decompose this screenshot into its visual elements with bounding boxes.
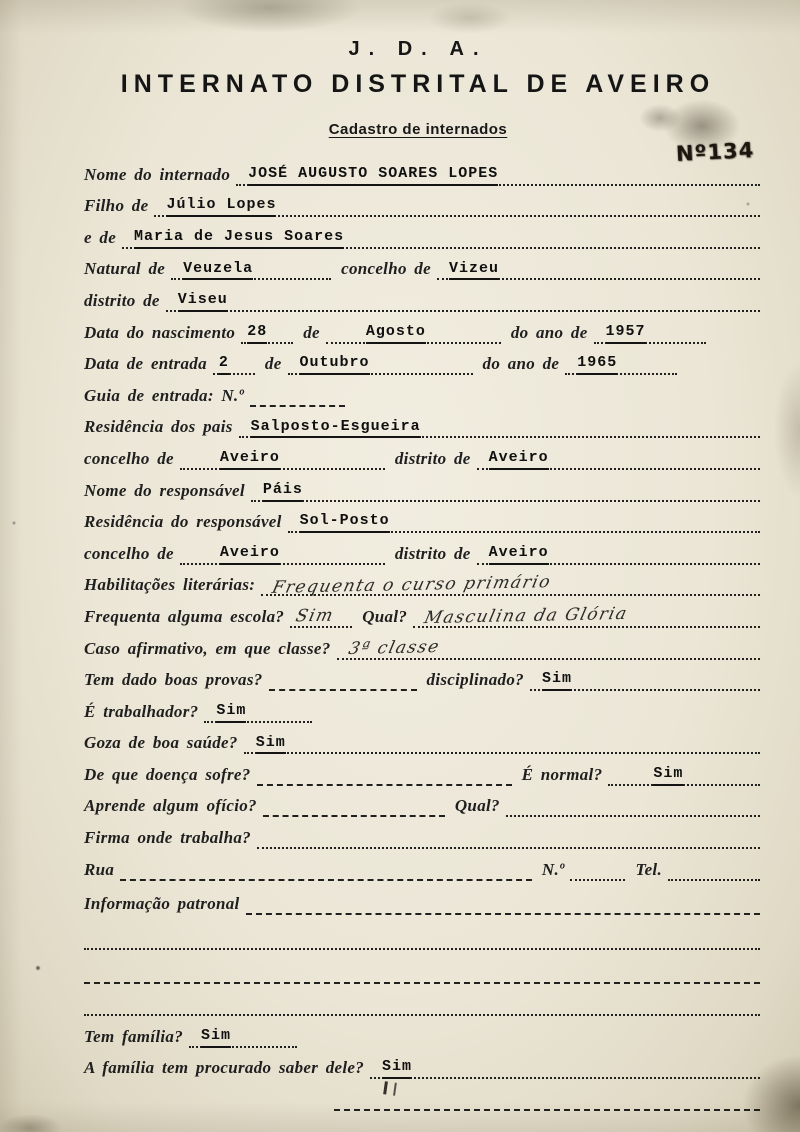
field-value-handwritten: Masculina da Glória: [422, 604, 631, 629]
field-line: [594, 320, 706, 344]
field-label: Nome do internado: [84, 164, 231, 184]
field-value: Aveiro: [489, 544, 549, 565]
field-label: A família tem procurado saber dele?: [84, 1058, 365, 1078]
field-label: Firma onde trabalha?: [84, 828, 251, 848]
field-line: [668, 857, 760, 881]
field-label: Tem família?: [84, 1026, 183, 1046]
field-label: distrito de: [394, 543, 471, 563]
row-e-trabalhador: [84, 691, 762, 723]
field-value: Agosto: [366, 323, 426, 344]
field-label: Residência do responsável: [84, 512, 282, 532]
field-line: [477, 446, 760, 470]
field-line: [257, 762, 512, 786]
field-label: Goza de boa saúde?: [84, 733, 238, 753]
blank-field-line: [84, 992, 760, 1016]
field-label: de: [264, 354, 282, 374]
field-label: N.º: [541, 859, 565, 879]
row-classe: [84, 628, 762, 660]
blank-field-line: [334, 1087, 760, 1111]
row-guia-de-entrada: [84, 375, 762, 407]
row-familia-procurado-saber: [84, 1048, 762, 1080]
registration-number-stamp: Nº134: [675, 137, 755, 167]
field-value: Sim: [542, 670, 572, 691]
field-label: Natural de: [84, 259, 166, 279]
row-doenca-normal: [84, 754, 762, 786]
blank-line: [84, 918, 762, 950]
field-label: concelho de: [84, 543, 174, 563]
field-value: Sim: [216, 702, 246, 723]
field-value: Viseu: [178, 291, 228, 312]
form-header: [0, 38, 800, 138]
row-data-entrada: [84, 344, 762, 376]
row-nome-responsavel: [84, 470, 762, 502]
field-line: [290, 604, 352, 628]
field-label: Caso afirmativo, em que classe?: [84, 638, 331, 658]
field-line: [171, 256, 331, 280]
org-name: INTERNATO DISTRITAL DE AVEIRO: [120, 70, 716, 98]
field-line: [263, 793, 445, 817]
field-line: [269, 667, 417, 691]
row-goza-boa-saude: [84, 723, 762, 755]
field-label: Nome do responsável: [84, 480, 245, 500]
field-line: [437, 256, 760, 280]
field-label: concelho de: [84, 448, 174, 468]
field-value: Veuzela: [183, 260, 253, 281]
field-label: disciplinado?: [426, 670, 524, 690]
form-body: [84, 150, 762, 1111]
form-title: Cadastro de internados: [328, 121, 508, 138]
field-label: De que doença sofre?: [84, 764, 251, 784]
row-boas-provas-disciplinado: [84, 660, 762, 692]
row-concelho-distrito-responsavel: [84, 533, 762, 565]
field-label: Data de entrada: [84, 354, 207, 374]
field-line: [261, 572, 760, 596]
field-value: Júlio Lopes: [166, 196, 276, 217]
blank-field-line: [84, 960, 760, 984]
field-line: [122, 225, 760, 249]
field-label: Qual?: [454, 796, 500, 816]
blank-field-line: [84, 926, 760, 950]
field-line: [180, 541, 385, 565]
field-label: distrito de: [394, 448, 471, 468]
field-label: Tem dado boas provas?: [84, 670, 263, 690]
field-line: [477, 541, 760, 565]
field-value: Páis: [263, 481, 303, 502]
field-value: Vizeu: [449, 260, 499, 281]
ink-smudge-mark: [383, 1081, 397, 1096]
row-frequenta-escola: [84, 596, 762, 628]
row-nome-do-internado: [84, 154, 762, 186]
field-value: Outubro: [300, 354, 370, 375]
blank-line: [84, 953, 762, 985]
field-line: [166, 288, 760, 312]
field-label: Qual?: [362, 606, 408, 626]
field-label: Rua: [84, 859, 115, 879]
row-residencia-responsavel: [84, 502, 762, 534]
field-label: Aprende algum ofício?: [84, 796, 257, 816]
row-residencia-dos-pais: [84, 407, 762, 439]
field-line: [326, 320, 501, 344]
blank-line: [84, 984, 762, 1016]
field-value: Salposto-Esgueira: [251, 418, 421, 439]
field-value: Sim: [653, 765, 683, 786]
field-value: Sim: [382, 1058, 412, 1079]
field-value: 2: [219, 354, 229, 375]
field-value: Maria de Jesus Soares: [134, 228, 344, 249]
field-line: [239, 414, 760, 438]
field-line: [288, 509, 760, 533]
field-label: do ano de: [510, 322, 588, 342]
field-value-handwritten: 3ª classe: [346, 636, 442, 659]
field-line: [213, 351, 255, 375]
field-line: [241, 320, 293, 344]
field-line: [565, 351, 677, 375]
field-value: JOSÉ AUGUSTO SOARES LOPES: [248, 165, 498, 186]
field-label: Filho de: [84, 196, 149, 216]
field-line: [257, 825, 760, 849]
field-value: Aveiro: [489, 449, 549, 470]
field-label: É trabalhador?: [84, 701, 199, 721]
field-label: Habilitações literárias:: [84, 575, 256, 595]
org-abbreviation: J. D. A.: [348, 38, 488, 60]
field-label: Guia de entrada: N.º: [84, 385, 244, 405]
field-line: [251, 478, 760, 502]
row-e-de: [84, 217, 762, 249]
row-firma-trabalha: [84, 817, 762, 849]
field-value: Aveiro: [220, 544, 280, 565]
field-value: Sim: [201, 1027, 231, 1048]
field-label: Tel.: [635, 859, 662, 879]
field-line: [530, 667, 760, 691]
field-line: [180, 446, 385, 470]
field-value: Sol-Posto: [300, 512, 390, 533]
row-habilitacoes-literarias: [84, 565, 762, 597]
field-line: [154, 193, 760, 217]
field-label: É normal?: [521, 764, 603, 784]
field-value: Aveiro: [220, 449, 280, 470]
field-value-handwritten: Sim: [293, 605, 337, 627]
field-label: concelho de: [341, 259, 431, 279]
field-line: [288, 351, 473, 375]
field-line: [189, 1024, 297, 1048]
field-value: 1957: [606, 323, 646, 344]
field-label: e de: [84, 227, 117, 247]
field-label: distrito de: [84, 290, 160, 310]
field-line: [250, 383, 345, 407]
field-value: 1965: [577, 354, 617, 375]
field-label: de: [303, 322, 320, 342]
field-value: Sim: [256, 734, 286, 755]
row-concelho-distrito-pais: [84, 438, 762, 470]
row-aprende-oficio: [84, 786, 762, 818]
field-line: [337, 636, 760, 660]
field-line: [236, 162, 760, 186]
field-line: [413, 604, 760, 628]
trailing-line: [84, 1079, 762, 1111]
field-label: do ano de: [482, 354, 560, 374]
row-distrito-de: [84, 280, 762, 312]
row-tem-familia: [84, 1016, 762, 1048]
field-value: 28: [247, 323, 267, 344]
row-filho-de: [84, 186, 762, 218]
field-line: [120, 857, 532, 881]
row-data-nascimento: [84, 312, 762, 344]
field-line: [204, 699, 312, 723]
field-line: [570, 857, 625, 881]
field-label: Frequenta alguma escola?: [84, 606, 285, 626]
field-label: Residência dos pais: [84, 417, 233, 437]
row-informacao-patronal: [84, 884, 762, 916]
field-line: [608, 762, 760, 786]
row-natural-de: [84, 249, 762, 281]
row-rua-numero-tel: [84, 849, 762, 881]
field-label: Informação patronal: [84, 894, 240, 914]
field-line: [506, 793, 760, 817]
field-line: [246, 891, 760, 915]
field-line: [370, 1055, 760, 1079]
field-label: Data do nascimento: [84, 322, 236, 342]
field-value-handwritten: Frequenta o curso primário: [270, 571, 554, 598]
field-line: [244, 730, 760, 754]
